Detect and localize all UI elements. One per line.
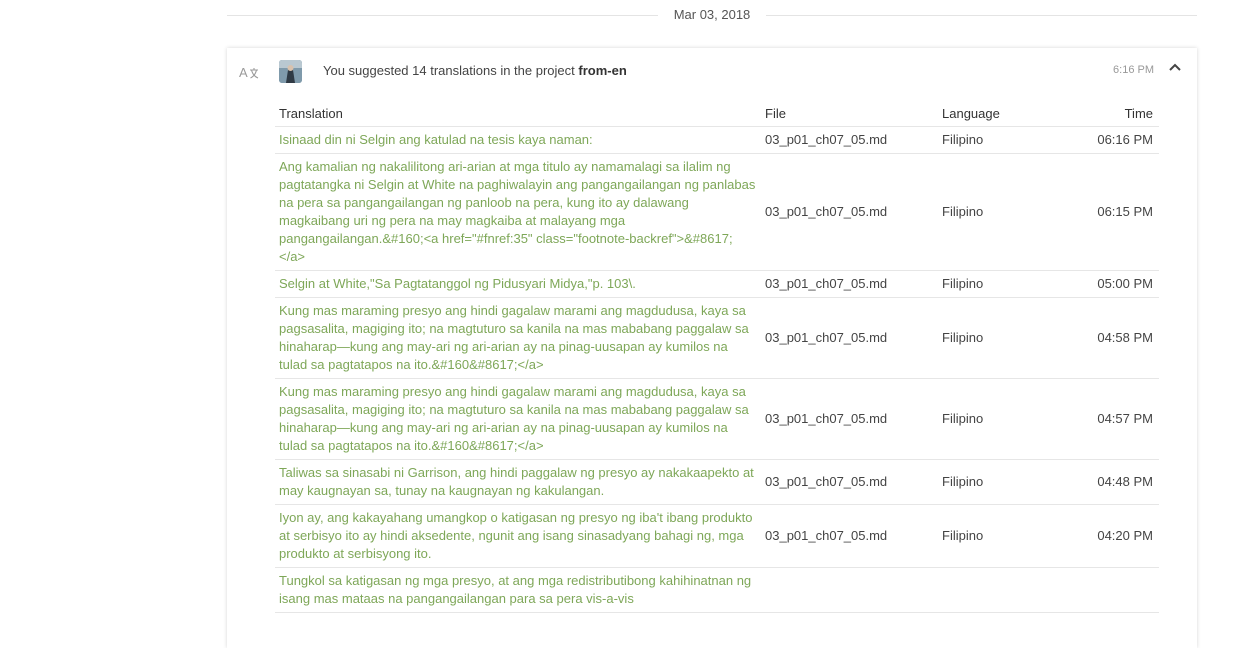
translate-icon: [239, 64, 261, 82]
header-language: Language: [938, 100, 1076, 127]
table-row[interactable]: [275, 460, 1159, 505]
file-name: 03_p01_ch07_05.md: [761, 460, 938, 505]
language: Filipino: [938, 460, 1076, 505]
translation-text[interactable]: Isinaad din ni Selgin ang katulad na tesis kaya naman:: [275, 127, 761, 154]
file-name: 03_p01_ch07_05.md: [761, 298, 938, 379]
table-row[interactable]: [275, 298, 1159, 379]
language: Filipino: [938, 127, 1076, 154]
file-name: 03_p01_ch07_05.md: [761, 127, 938, 154]
language: Filipino: [938, 298, 1076, 379]
table-row[interactable]: [275, 154, 1159, 271]
row-time: [1076, 568, 1159, 613]
translation-text[interactable]: Selgin at White,"Sa Pagtatanggol ng Pidusyari Midya,"p. 103\.: [275, 271, 761, 298]
divider-line-right: [766, 15, 1197, 16]
chevron-up-icon: [1167, 60, 1183, 76]
activity-summary-text: You suggested 14 translations in the project: [323, 63, 575, 78]
translation-text[interactable]: Ang kamalian ng nakalilitong ari-arian at mga titulo ay namamalagi sa ilalim ng pagtatangka ni Selgin at White na paghiwalayin ang pangangailangan ng panlabas na pera sa pangangailangan ng panloob na pera, kung ito ay dalawang magkaibang uri ng pera na may magkaiba at malayang mga pangangailangan.&#160;<a href="#fnref:35" class="footnote-backref">&#8617;</a>: [275, 154, 761, 271]
row-time: 04:57 PM: [1076, 379, 1159, 460]
activity-summary: [323, 63, 627, 78]
language: Filipino: [938, 505, 1076, 568]
table-row[interactable]: [275, 568, 1159, 613]
file-name: [761, 568, 938, 613]
language: Filipino: [938, 271, 1076, 298]
table-header-row: [275, 100, 1159, 127]
table-row[interactable]: [275, 127, 1159, 154]
translation-text[interactable]: Kung mas maraming presyo ang hindi gagalaw marami ang magdudusa, kaya sa pagsasalita, magiging ito; na magtuturo sa kanila na mas mababang paggalaw sa hinaharap—kung ang may-ari ng ari-arian ay na pinag-uusapan ay kumilos na tulad sa pagtatapos na ito.&#160&#8617;</a>: [275, 379, 761, 460]
file-name: 03_p01_ch07_05.md: [761, 154, 938, 271]
collapse-button[interactable]: [1167, 60, 1183, 76]
header-translation: Translation: [275, 100, 761, 127]
header-file: File: [761, 100, 938, 127]
translations-table: [275, 100, 1159, 613]
file-name: 03_p01_ch07_05.md: [761, 271, 938, 298]
table-row[interactable]: [275, 505, 1159, 568]
row-time: 06:16 PM: [1076, 127, 1159, 154]
table-row[interactable]: [275, 271, 1159, 298]
language: Filipino: [938, 154, 1076, 271]
row-time: 05:00 PM: [1076, 271, 1159, 298]
language: [938, 568, 1076, 613]
date-divider: [227, 0, 1197, 31]
language: Filipino: [938, 379, 1076, 460]
project-link[interactable]: from-en: [578, 63, 627, 78]
svg-text:A: A: [239, 65, 248, 80]
table-row[interactable]: [275, 379, 1159, 460]
translation-text[interactable]: Tungkol sa katigasan ng mga presyo, at ang mga redistributibong kahihinatnan ng isang mas mataas na pangangailangan para sa pera vis-a-vis: [275, 568, 761, 613]
file-name: 03_p01_ch07_05.md: [761, 379, 938, 460]
row-time: 04:48 PM: [1076, 460, 1159, 505]
avatar[interactable]: [279, 60, 302, 83]
date-label: Mar 03, 2018: [673, 7, 751, 22]
row-time: 04:58 PM: [1076, 298, 1159, 379]
translation-text[interactable]: Iyon ay, ang kakayahang umangkop o katigasan ng presyo ng iba't ibang produkto at serbisyo ito ay hindi aksedente, ngunit ang isang sinasadyang bahagi ng, mga produkto at serbisyong ito.: [275, 505, 761, 568]
file-name: 03_p01_ch07_05.md: [761, 505, 938, 568]
activity-card: [227, 48, 1197, 648]
header-time: Time: [1076, 100, 1159, 127]
translation-text[interactable]: Taliwas sa sinasabi ni Garrison, ang hindi paggalaw ng presyo ay nakakaapekto at may kaugnayan sa, tunay na kaugnayan ng kakulangan.: [275, 460, 761, 505]
row-time: 06:15 PM: [1076, 154, 1159, 271]
row-time: 04:20 PM: [1076, 505, 1159, 568]
translation-text[interactable]: Kung mas maraming presyo ang hindi gagalaw marami ang magdudusa, kaya sa pagsasalita, magiging ito; na magtuturo sa kanila na mas mababang paggalaw sa hinaharap—kung ang may-ari ng ari-arian ay na pinag-uusapan ay kumilos na tulad sa pagtatapos na ito.&#160&#8617;</a>: [275, 298, 761, 379]
activity-time: 6:16 PM: [1113, 64, 1154, 76]
